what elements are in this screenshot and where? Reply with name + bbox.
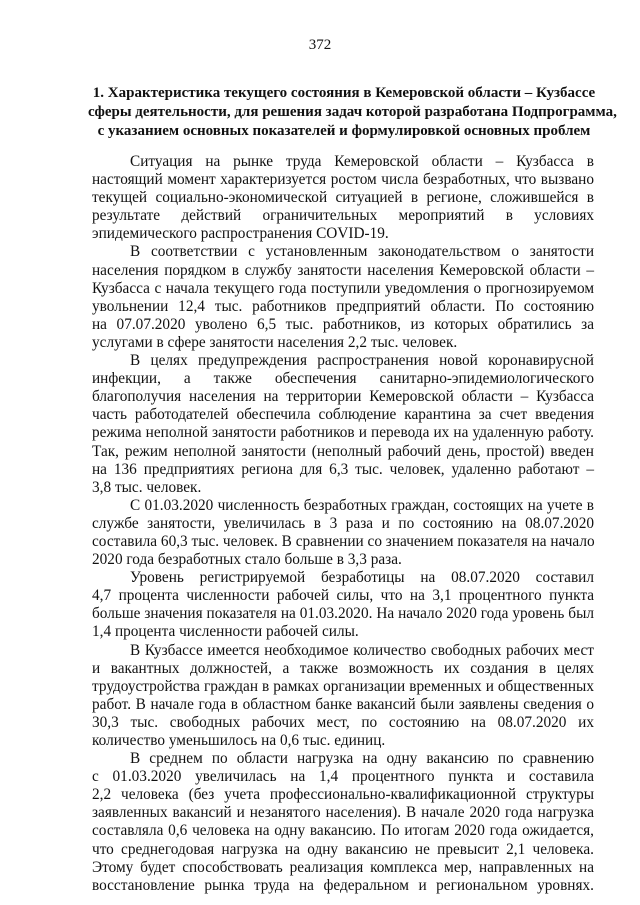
text-line: эпидемического распространения COVID-19. — [92, 225, 389, 243]
text-line: результате действий ограничительных мероприятий в условиях — [92, 207, 594, 225]
text-line: 4,7 процента численности рабочей силы, что на 3,1 процентного пункта — [92, 587, 594, 605]
paragraph — [92, 153, 594, 243]
text-line: и вакантных должностей, а также возможность их создания в целях — [92, 659, 594, 677]
text-line: В среднем по области нагрузка на одну вакансию по сравнению — [130, 750, 594, 768]
text-line: В Кузбассе имеется необходимое количество свободных рабочих мест — [130, 641, 594, 659]
paragraph — [92, 352, 594, 497]
text-line: заявленных вакансий и незанятого населения). В начале 2020 года нагрузка — [92, 804, 594, 822]
paragraph — [92, 569, 594, 641]
text-line: с 01.03.2020 увеличилась на 1,4 процентного пункта и составила — [92, 768, 594, 786]
heading-line: сферы деятельности, для решения задач которой разработана Подпрограмма, — [88, 104, 617, 120]
text-line: часть работодателей обеспечила соблюдение карантина за счет введения — [92, 406, 594, 424]
text-line: С 01.03.2020 численность безработных граждан, состоящих на учете в — [130, 496, 594, 514]
text-line: Этому будет способствовать реализация комплекса мер, направленных на — [92, 858, 594, 876]
paragraph — [92, 243, 594, 352]
heading-line: с указанием основных показателей и формулировкой основных проблем — [97, 123, 591, 139]
text-line: услугами в сфере занятости населения 2,2 тыс. человек. — [92, 333, 458, 351]
text-line: увольнении 12,4 тыс. работников предприятий области. По состоянию — [92, 297, 594, 315]
text-line: на 07.07.2020 уволено 6,5 тыс. работников, из которых обратились за — [92, 315, 594, 333]
heading-line: 1. Характеристика текущего состояния в Кемеровской области – Кузбассе — [92, 85, 596, 101]
text-line: 1,4 процента численности рабочей силы. — [92, 623, 359, 641]
text-line: службе занятости, увеличилась в 3 раза и по состоянию на 08.07.2020 — [92, 514, 594, 532]
text-line: составила 60,3 тыс. человек. В сравнении со значением показателя на начало — [92, 532, 595, 550]
text-line: В целях предупреждения распространения новой коронавирусной — [130, 352, 594, 370]
text-line: составляла 0,6 человека на одну вакансию. По итогам 2020 года ожидается, — [92, 822, 594, 840]
text-line: 2,2 человека (без учета профессионально-квалификационной структуры — [92, 786, 594, 804]
text-line: 3,8 тыс. человек. — [92, 478, 202, 496]
text-line: Уровень регистрируемой безработицы на 08.07.2020 составил — [130, 569, 594, 587]
text-line: Так, режим неполной занятости (неполный рабочий день, простой) введен — [92, 442, 594, 460]
text-line: больше значения показателя на 01.03.2020. На начало 2020 года уровень был — [92, 605, 594, 623]
text-line: на 136 предприятиях региона для 6,3 тыс. человек, удаленно работают – — [92, 460, 594, 478]
text-line: что среднегодовая нагрузка на одну вакансию не превысит 2,1 человека. — [92, 840, 594, 858]
page-number: 372 — [308, 37, 332, 53]
paragraph — [92, 750, 594, 895]
text-line: Кузбасса с начала текущего года поступили уведомления о прогнозируемом — [92, 279, 594, 297]
text-line: количество уменьшилось на 0,6 тыс. единиц. — [92, 732, 386, 749]
text-line: благополучия населения на территории Кемеровской области – Кузбасса — [92, 388, 594, 406]
text-line: населения порядком в службу занятости населения Кемеровской области – — [92, 261, 594, 279]
section-heading — [88, 84, 617, 141]
text-line: работ. В начале года в областном банке вакансий были заявлены сведения о — [92, 695, 594, 713]
text-line: 30,3 тыс. свободных рабочих мест, по состоянию на 08.07.2020 их — [92, 713, 594, 731]
text-line: трудоустройства граждан в рамках организации временных и общественных — [92, 677, 594, 695]
text-line: восстановление рынка труда на федеральном и региональном уровнях. — [92, 876, 594, 894]
text-line: текущей социально-экономической ситуацией в регионе, сложившейся в — [92, 189, 594, 207]
text-line: 2020 года безработных стало больше в 3,3 раза. — [92, 551, 402, 569]
body-text — [92, 153, 594, 895]
text-line: Ситуация на рынке труда Кемеровской области – Кузбасса в — [130, 153, 594, 170]
paragraph — [92, 642, 594, 751]
text-line: инфекции, а также обеспечения санитарно-эпидемиологического — [92, 370, 594, 388]
text-line: режима неполной занятости работников и перевода их на удаленную работу. — [92, 424, 594, 442]
paragraph — [92, 497, 594, 569]
text-line: настоящий момент характеризуется ростом числа безработных, что вызвано — [92, 171, 594, 189]
text-line: В соответствии с установленным законодательством о занятости — [130, 243, 594, 261]
